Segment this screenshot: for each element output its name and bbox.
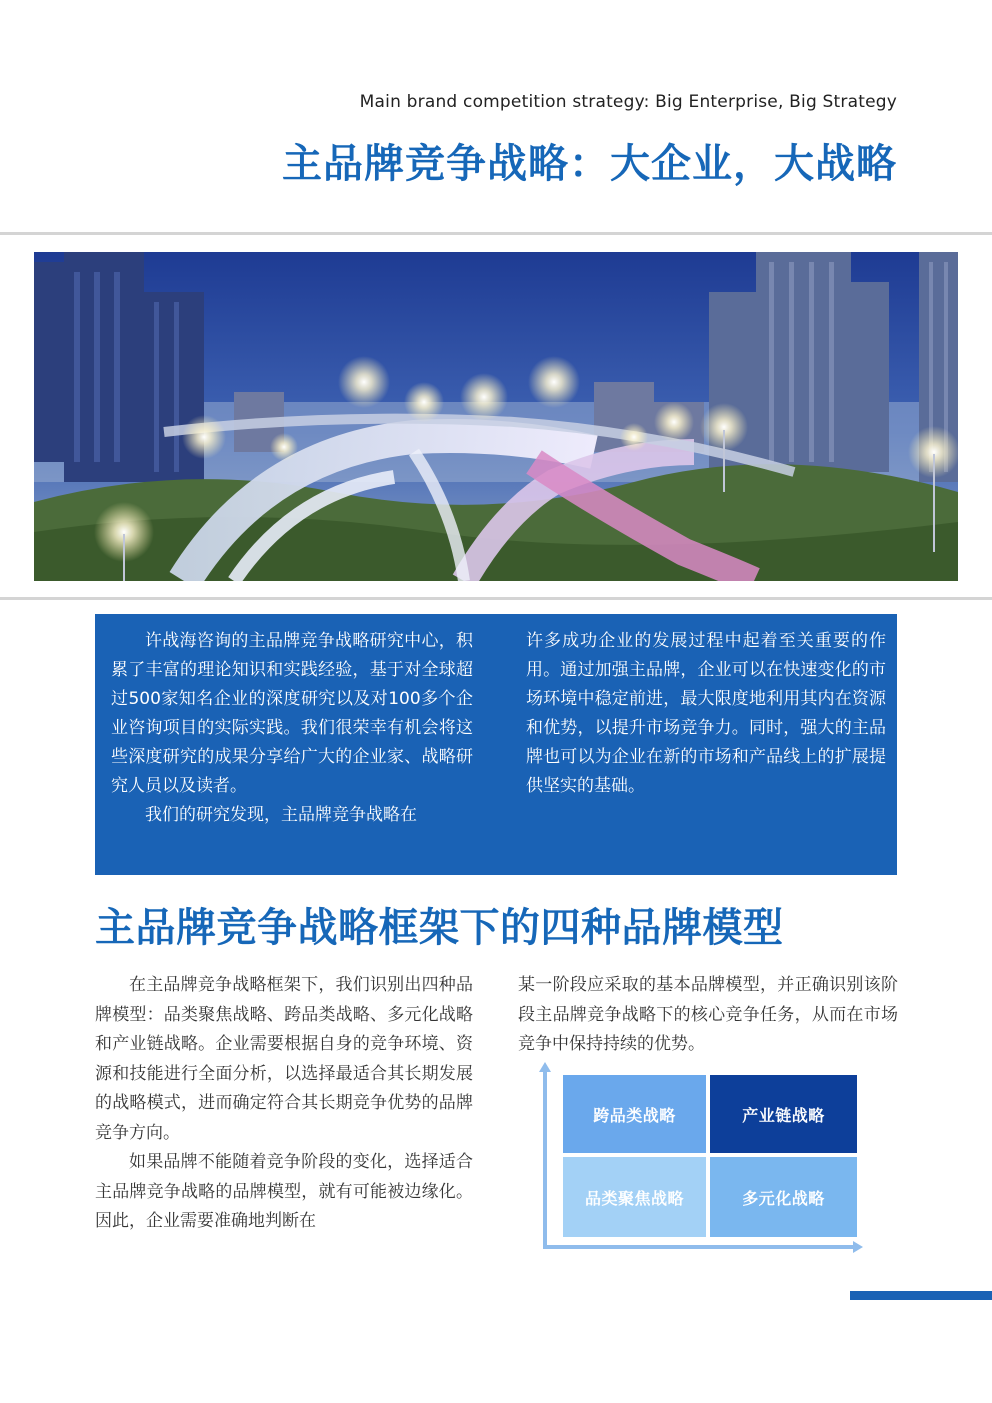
section-title: 主品牌竞争战略框架下的四种品牌模型 xyxy=(95,904,784,951)
section-paragraph-2: 如果品牌不能随着竞争阶段的变化，选择适合主品牌竞争战略的品牌模型，就有可能被边缘化。因此，企业需要准确地判断在 xyxy=(95,1152,473,1231)
section-left-column xyxy=(95,971,473,1237)
intro-box xyxy=(95,614,897,875)
matrix-cell-industry-chain: 产业链战略 xyxy=(710,1075,857,1153)
intro-paragraph-1: 许战海咨询的主品牌竞争战略研究中心，积累了丰富的理论知识和实践经验，基于对全球超过500家知名企业的深度研究以及对100多个企业咨询项目的实际实践。我们很荣幸有机会将这些深度研究的成果分享给广大的企业家、战略研究人员以及读者。 xyxy=(111,631,473,796)
section-right-column xyxy=(518,971,898,1060)
intro-left-column xyxy=(111,627,473,830)
subtitle-en: Main brand competition strategy: Big Enterprise, Big Strategy xyxy=(359,92,897,112)
city-highway-night-photo-icon xyxy=(34,252,958,581)
intro-right-column xyxy=(526,627,886,801)
footer-accent-bar xyxy=(850,1291,992,1300)
matrix-cell-category-focus: 品类聚焦战略 xyxy=(563,1157,706,1237)
section-paragraph-3: 某一阶段应采取的基本品牌模型，并正确识别该阶段主品牌竞争战略下的核心竞争任务，从而在市场竞争中保持持续的优势。 xyxy=(518,975,898,1054)
matrix-cell-diversification: 多元化战略 xyxy=(710,1157,857,1237)
brand-model-matrix xyxy=(533,1062,863,1257)
intro-paragraph-2: 我们的研究发现，主品牌竞争战略在 xyxy=(145,805,417,825)
divider-middle xyxy=(0,597,992,600)
page-title: 主品牌竞争战略：大企业，大战略 xyxy=(282,140,897,187)
intro-paragraph-3: 许多成功企业的发展过程中起着至关重要的作用。通过加强主品牌，企业可以在快速变化的市场环境中稳定前进，最大限度地利用其内在资源和优势，以提升市场竞争力。同时，强大的主品牌也可以为企业在新的市场和产品线上的扩展提供坚实的基础。 xyxy=(526,631,886,796)
section-paragraph-1: 在主品牌竞争战略框架下，我们识别出四种品牌模型：品类聚焦战略、跨品类战略、多元化战略和产业链战略。企业需要根据自身的竞争环境、资源和技能进行全面分析，以选择最适合其长期发展的战略模式，进而确定符合其长期竞争优势的品牌竞争方向。 xyxy=(95,975,473,1143)
matrix-cell-cross-category: 跨品类战略 xyxy=(563,1075,706,1153)
hero-image xyxy=(34,252,958,581)
divider-top xyxy=(0,232,992,235)
